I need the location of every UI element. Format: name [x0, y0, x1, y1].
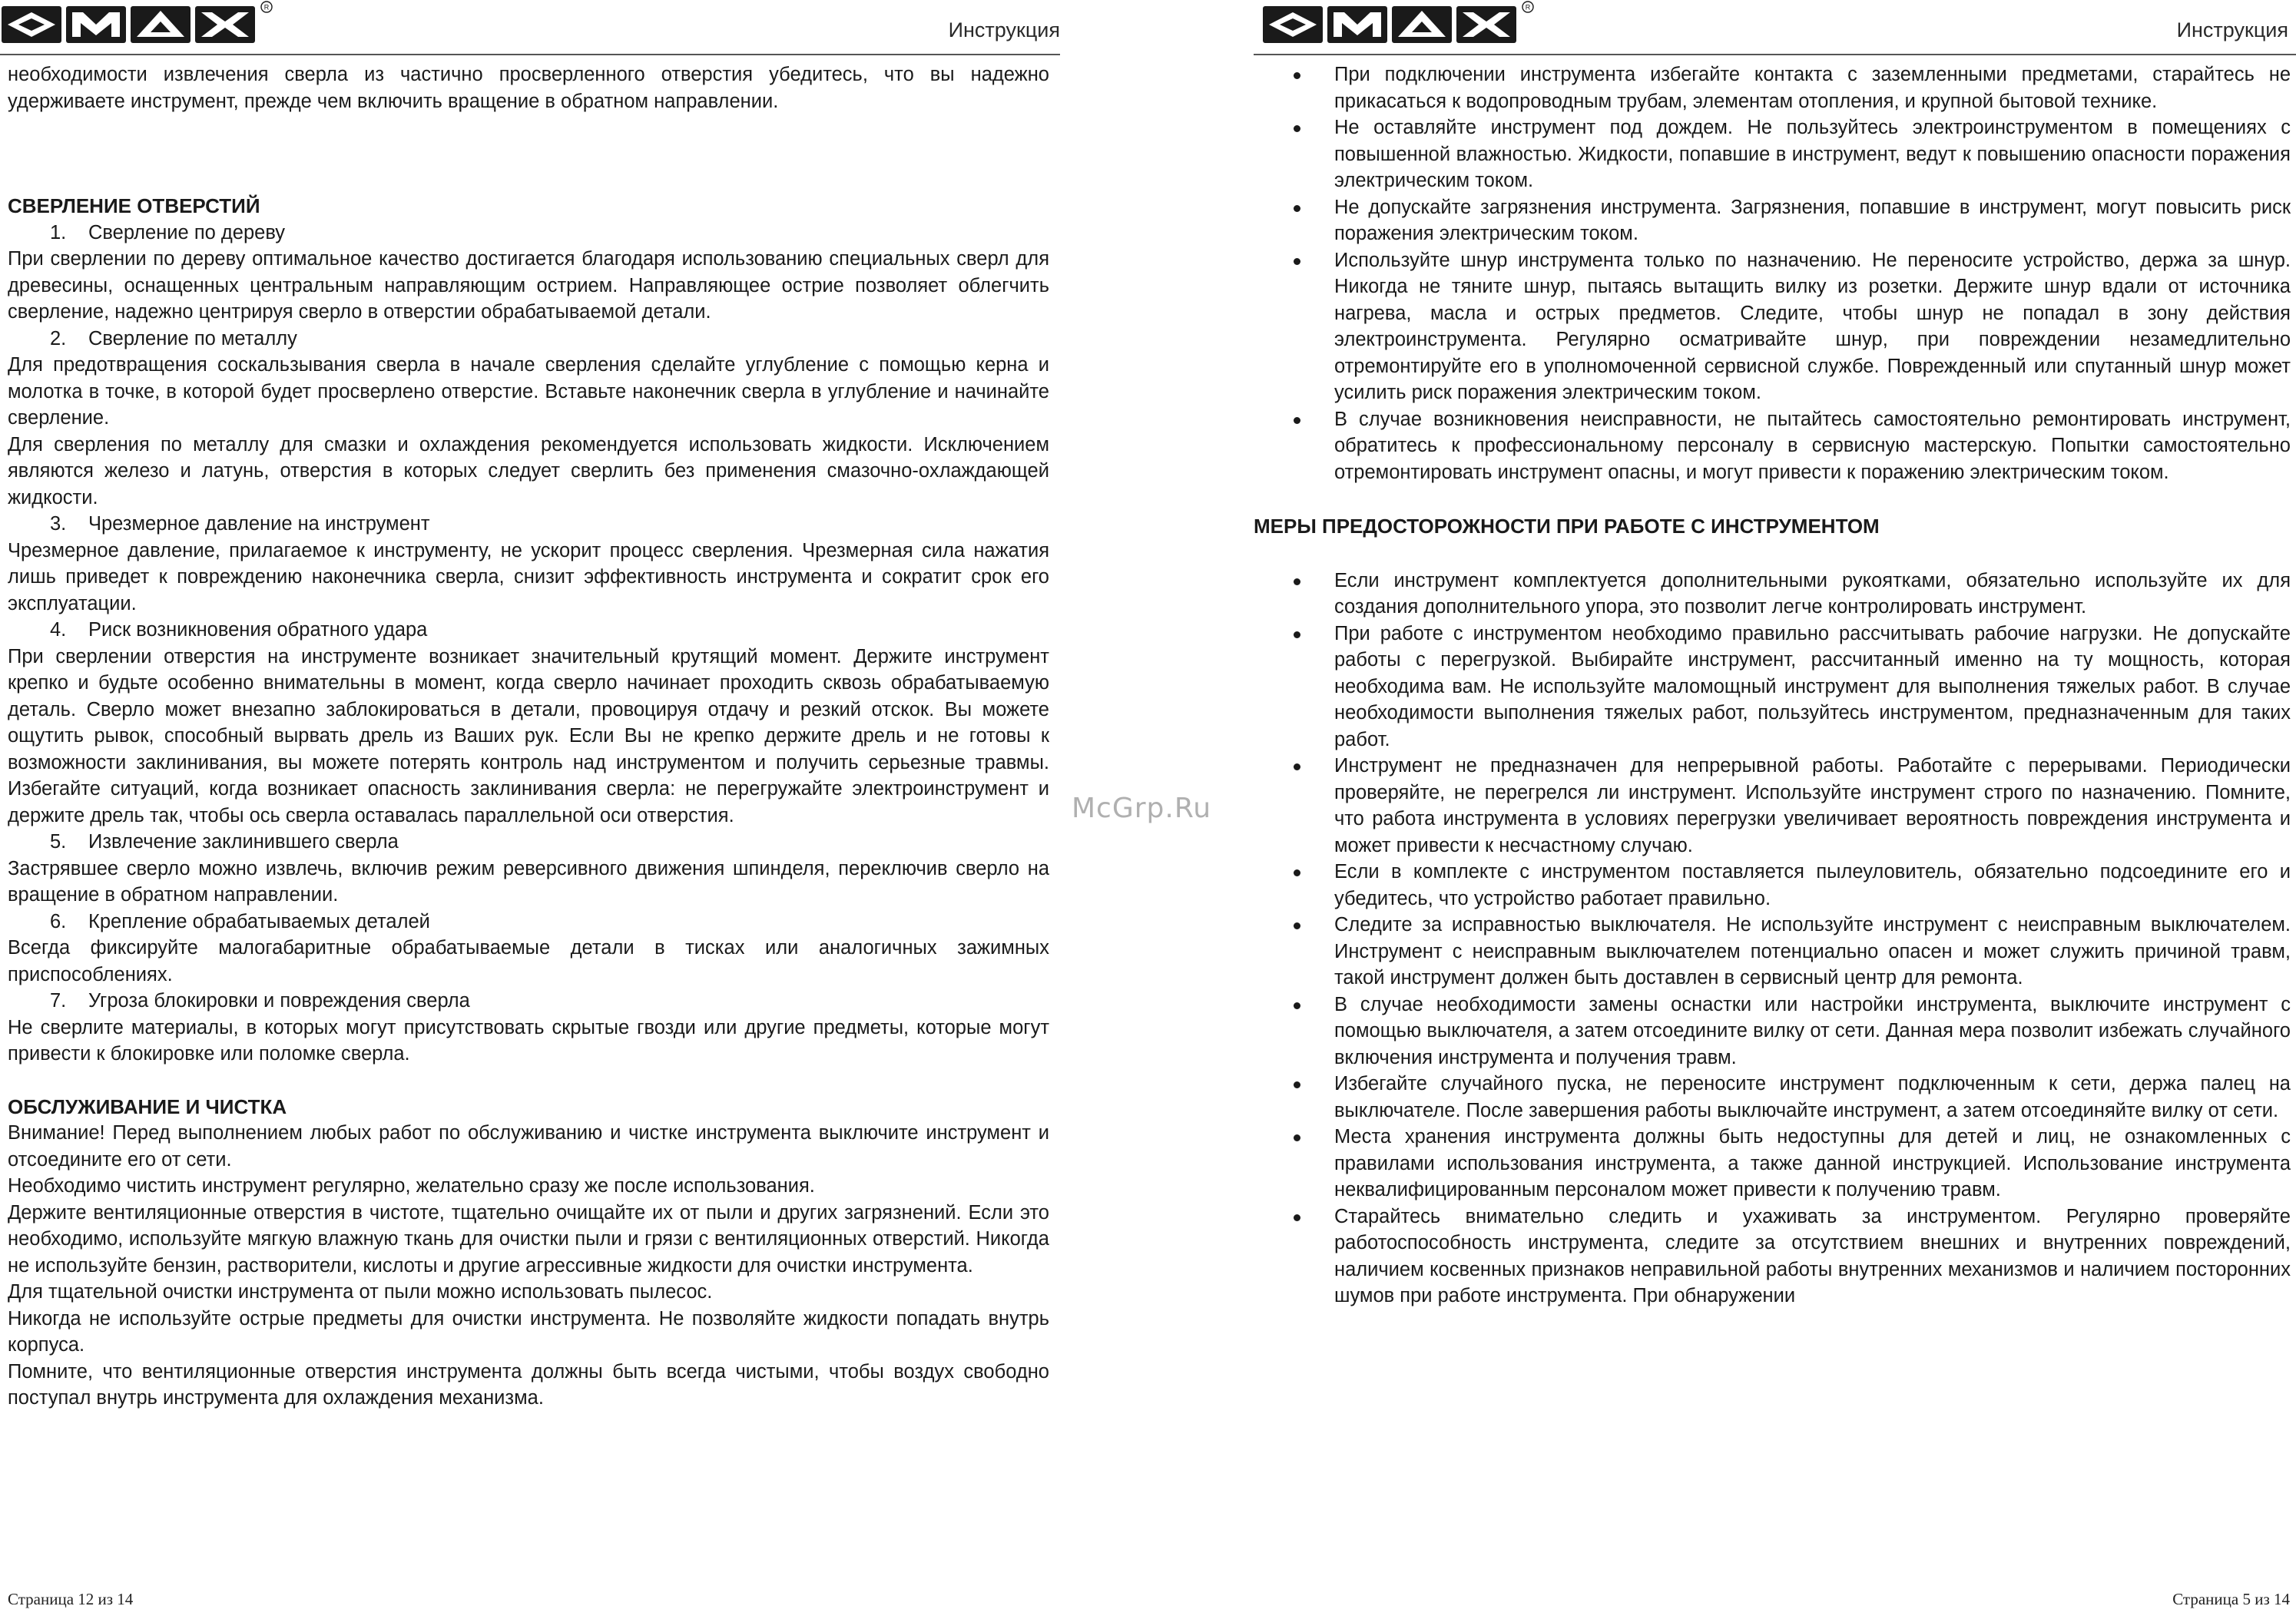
precautions-bullet-list — [1254, 568, 2291, 1310]
header-title: Инструкция — [2176, 18, 2288, 41]
watermark-text: McGrp.Ru — [1072, 793, 1212, 824]
list-item: Не оставляйте инструмент под дождем. Не пользуйтесь электроинструментом в помещениях с повышенной влажностью. Жидкости, попавшие в инструмент, ведут к повышению опасности поражения электрическим током. — [1254, 114, 2291, 194]
item-heading: 3. Чрезмерное давление на инструмент — [50, 513, 430, 535]
page-footer: Страница 5 из 14 — [2172, 1590, 2290, 1608]
header-divider — [0, 54, 1060, 55]
item-heading: 5. Извлечение заклинившего сверла — [50, 831, 399, 853]
intro-paragraph: необходимости извлечения сверла из частично просверленного отверстия убедитесь, что вы надежно удерживаете инструмент, прежде чем включить вращение в обратном направлении. — [8, 64, 1049, 112]
maintenance-paragraph: Внимание! Перед выполнением любых работ по обслуживанию и чистке инструмента выключите инструмент и отсоедините его от сети. — [8, 1122, 1049, 1171]
drilling-item — [8, 220, 1049, 326]
svg-text:R: R — [1525, 3, 1531, 12]
item-paragraph: При сверлении отверстия на инструменте возникает значительный крутящий момент. Держите инструмент крепко и будьте особенно внимательны в момент, когда сверло начинает проходить сквозь обрабатываемую деталь. Сверло может внезапно заблокироваться в детали, провоцируя отдачу и резкий отскок. Вы можете ощутить рывок, способный вырвать дрель из Ваших рук. Если Вы не крепко держите дрель и не готовы к возможности заклинивания, вы можете потерять контроль над инструментом и получить серьезные травмы. Избегайте ситуаций, когда возникает опасность заклинивания сверла: не перегружайте электроинструмент и держите дрель так, чтобы ось сверла оставалась параллельной оси отверстия. — [8, 645, 1049, 826]
list-item: Избегайте случайного пуска, не переносите инструмент подключенным к сети, держа палец на выключателе. После завершения работы выключайте инструмент, а затем отсоединяйте вилку от сети. — [1254, 1071, 2291, 1124]
item-paragraph: Для предотвращения соскальзывания сверла в начале сверления сделайте углубление с помощью керна и молотка в точке, в которой будет просверлено отверстие. Вставьте наконечник сверла в углубление и начинайте сверление. — [8, 354, 1049, 429]
item-paragraph: Всегда фиксируйте малогабаритные обрабатываемые детали в тисках или аналогичных зажимных приспособлениях. — [8, 937, 1049, 985]
header-divider — [1254, 54, 2296, 55]
maintenance-paragraph: Для тщательной очистки инструмента от пыли можно использовать пылесос. — [8, 1281, 713, 1303]
section-title-drilling: СВЕРЛЕНИЕ ОТВЕРСТИЙ — [8, 194, 260, 217]
item-paragraph: Для сверления по металлу для смазки и охлаждения рекомендуется использовать жидкости. Исключением являются железо и латунь, отверстия в которых следует сверлить без применения смазочно-охлаждающей жидкости. — [8, 433, 1049, 508]
right-page-body — [1254, 61, 2291, 1310]
list-item: При работе с инструментом необходимо правильно рассчитывать рабочие нагрузки. Не допускайте работы с перегрузкой. Выбирайте инструмент, рассчитанный именно на ту мощность, которая необходима вам. Не используйте маломощный инструмент для выполнения тяжелых работ. В случае необходимости выполнения тяжелых работ, пользуйтесь инструментом, предназначенным для таких работ. — [1254, 621, 2291, 753]
list-item: При подключении инструмента избегайте контакта с заземленными предметами, старайтесь не прикасаться к водопроводным трубам, элементам отопления, и крупной бытовой технике. — [1254, 61, 2291, 114]
drilling-item — [8, 326, 1049, 512]
list-item: Старайтесь внимательно следить и ухаживать за инструментом. Регулярно проверяйте работоспособность инструмента, следите за отсутствием внешних и внутренних повреждений, наличием косвенных признаков неправильной работы внутренних механизмов и наличием посторонних шумов при работе инструмента. При обнаружении — [1254, 1204, 2291, 1310]
maintenance-paragraph: Держите вентиляционные отверстия в чистоте, тщательно очищайте их от пыли и других загрязнений. Если это необходимо, используйте мягкую влажную ткань для очистки пыли и грязи с вентиляционных отверстий. Никогда не используйте бензин, растворители, кислоты и другие агрессивные жидкости для очистки инструмента. — [8, 1201, 1049, 1277]
item-heading: 1. Сверление по дереву — [50, 221, 286, 243]
section-title-maintenance: ОБСЛУЖИВАНИЕ И ЧИСТКА — [8, 1094, 287, 1118]
item-paragraph: При сверлении по дереву оптимальное качество достигается благодаря использованию специальных сверл для древесины, оснащенных центральным направляющим острием. Направляющее острие позволяет облегчить сверление, надежно центрируя сверло в отверстии обрабатываемой детали. — [8, 248, 1049, 323]
list-item: Используйте шнур инструмента только по назначению. Не переносите устройство, держа за шнур. Никогда не тяните шнур, пытаясь вытащить вилку из розетки. Держите шнур вдали от источника нагрева, масла и острых предметов. Следите, чтобы шнур не попадал в зону действия электроинструмента. Регулярно осматривайте шнур, при повреждении незамедлительно отремонтируйте его в уполномоченной сервисной службе. Поврежденный или спутанный шнур может усилить риск поражения электрическим током. — [1254, 247, 2291, 406]
page-header — [1237, 0, 2296, 54]
maintenance-paragraph: Помните, что вентиляционные отверстия инструмента должны быть всегда чистыми, чтобы воздух свободно поступал внутрь инструмента для охлаждения механизма. — [8, 1360, 1049, 1409]
safety-bullet-list — [1254, 61, 2291, 485]
omax-logo — [0, 2, 273, 48]
drilling-item — [8, 511, 1049, 617]
list-item: В случае необходимости замены оснастки или настройки инструмента, выключите инструмент с помощью выключателя, а затем отсоедините вилку от сети. Данная мера позволит избежать случайного включения инструмента и получения травм. — [1254, 992, 2291, 1071]
registered-mark — [260, 0, 273, 14]
page-header — [0, 0, 1060, 54]
item-paragraph: Застрявшее сверло можно извлечь, включив режим реверсивного движения шпинделя, переключив сверло на вращение в обратном направлении. — [8, 857, 1049, 906]
item-heading: 4. Риск возникновения обратного удара — [50, 619, 428, 641]
list-item: Следите за исправностью выключателя. Не используйте инструмент с неисправным выключателем. Инструмент с неисправным выключателем потенциально опасен и может служить причиной травм, такой инструмент должен быть доставлен в сервисный центр для ремонта. — [1254, 912, 2291, 992]
header-title: Инструкция — [948, 18, 1060, 41]
left-page — [0, 0, 1060, 1616]
section-title-precautions: МЕРЫ ПРЕДОСТОРОЖНОСТИ ПРИ РАБОТЕ С ИНСТРУМЕНТОМ — [1254, 515, 1880, 538]
list-item: Места хранения инструмента должны быть недоступны для детей и лиц, не ознакомленных с правилами использования инструмента, а также данной инструкцией. Использование инструмента неквалифицированным персоналом может привести к получению травм. — [1254, 1124, 2291, 1204]
svg-text:R: R — [263, 3, 270, 12]
maintenance-paragraph: Никогда не используйте острые предметы для очистки инструмента. Не позволяйте жидкости попадать внутрь корпуса. — [8, 1307, 1049, 1356]
item-heading: 7. Угроза блокировки и повреждения сверла — [50, 990, 470, 1012]
drilling-item — [8, 909, 1049, 988]
list-item: Если инструмент комплектуется дополнительными рукоятками, обязательно используйте их для создания дополнительного упора, это позволит легче контролировать инструмент. — [1254, 568, 2291, 621]
item-paragraph: Чрезмерное давление, прилагаемое к инструменту, не ускорит процесс сверления. Чрезмерная сила нажатия лишь приведет к повреждению наконечника сверла, снизит эффективность инструмента и сократит срок его эксплуатации. — [8, 539, 1049, 614]
drilling-item — [8, 829, 1049, 909]
page-footer: Страница 12 из 14 — [8, 1590, 134, 1608]
item-heading: 6. Крепление обрабатываемых деталей — [50, 910, 430, 932]
list-item: В случае возникновения неисправности, не пытайтесь самостоятельно ремонтировать инструмент, обратитесь к профессиональному персоналу в сервисную мастерскую. Попытки самостоятельно отремонтировать инструмент опасны, и могут привести к поражению электрическим током. — [1254, 406, 2291, 486]
maintenance-paragraph: Необходимо чистить инструмент регулярно, желательно сразу же после использования. — [8, 1175, 815, 1197]
list-item: Инструмент не предназначен для непрерывной работы. Работайте с перерывами. Периодически проверяйте, не перегрелся ли инструмент. Используйте инструмент строго по назначению. Помните, что работа инструмента в условиях перегрузки увеличивает вероятность повреждения инструмента и может привести к несчастному случаю. — [1254, 753, 2291, 859]
registered-mark — [1521, 0, 1535, 14]
list-item: Не допускайте загрязнения инструмента. Загрязнения, попавшие в инструмент, могут повысить риск поражения электрическим током. — [1254, 194, 2291, 247]
item-heading: 2. Сверление по металлу — [50, 327, 297, 349]
list-item: Если в комплекте с инструментом поставляется пылеуловитель, обязательно подсоедините его и убедитесь, что устройство работает правильно. — [1254, 859, 2291, 912]
drilling-item — [8, 617, 1049, 829]
left-page-body — [8, 61, 1049, 1412]
omax-logo — [1261, 2, 1535, 48]
drilling-item — [8, 988, 1049, 1068]
item-paragraph: Не сверлите материалы, в которых могут присутствовать скрытые гвозди или другие предметы, которые могут привести к блокировке или поломке сверла. — [8, 1016, 1049, 1065]
right-page — [1237, 0, 2296, 1616]
